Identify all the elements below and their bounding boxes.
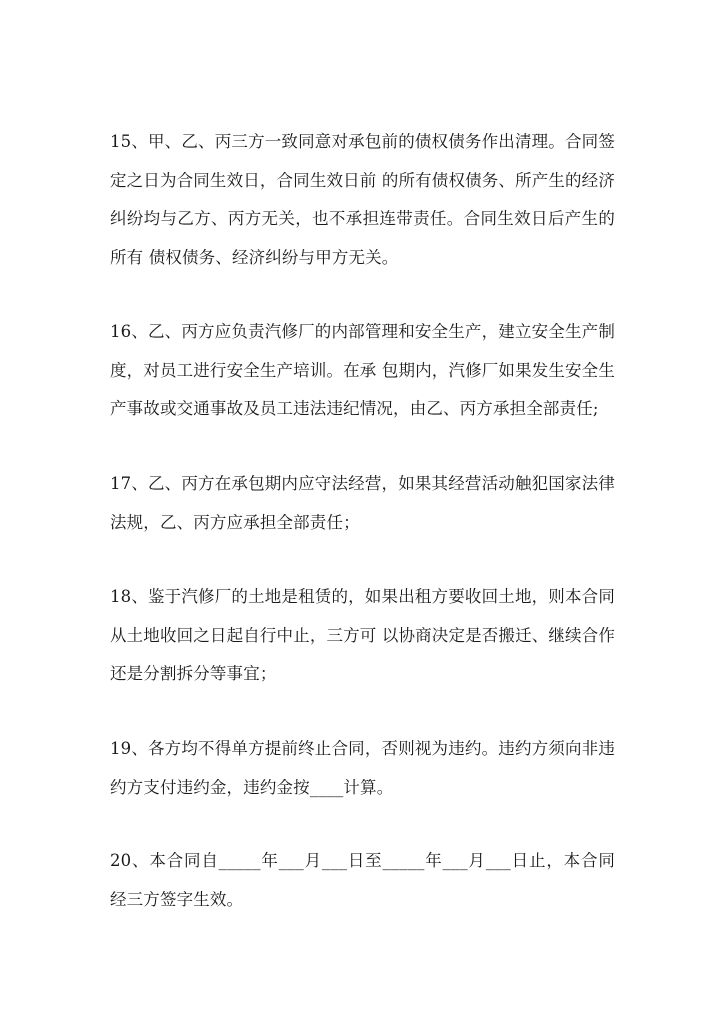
clause-18-text: 18、鉴于汽修厂的土地是租赁的，如果出租方要收回土地，则本合同从土地收回之日起自行中止，三方可 以协商决定是否搬迁、继续合作还是分割拆分等事宜；	[110, 587, 615, 683]
clause-20-text: 20、本合同自_____年___月___日至_____年___月___日止，本合同经三方签字生效。	[110, 851, 615, 909]
clause-17-text: 17、乙、丙方在承包期内应守法经营，如果其经营活动触犯国家法律法规，乙、丙方应承担全部责任；	[110, 474, 615, 532]
clause-19-text: 19、各方均不得单方提前终止合同，否则视为违约。违约方须向非违约方支付违约金，违约金按____计算。	[110, 739, 615, 797]
clause-16-text: 16、乙、丙方应负责汽修厂的内部管理和安全生产，建立安全生产制度，对员工进行安全生产培训。在承 包期内，汽修厂如果发生安全生产事故或交通事故及员工违法违纪情况，由乙、丙方承担全部责任;	[110, 322, 615, 418]
clause-15-text: 15、甲、乙、丙三方一致同意对承包前的债权债务作出清理。合同签定之日为合同生效日，合同生效日前 的所有债权债务、所产生的经济纠纷均与乙方、丙方无关，也不承担连带责任。合同生效日后产生的所有 债权债务、经济纠纷与甲方无关。	[110, 132, 615, 267]
